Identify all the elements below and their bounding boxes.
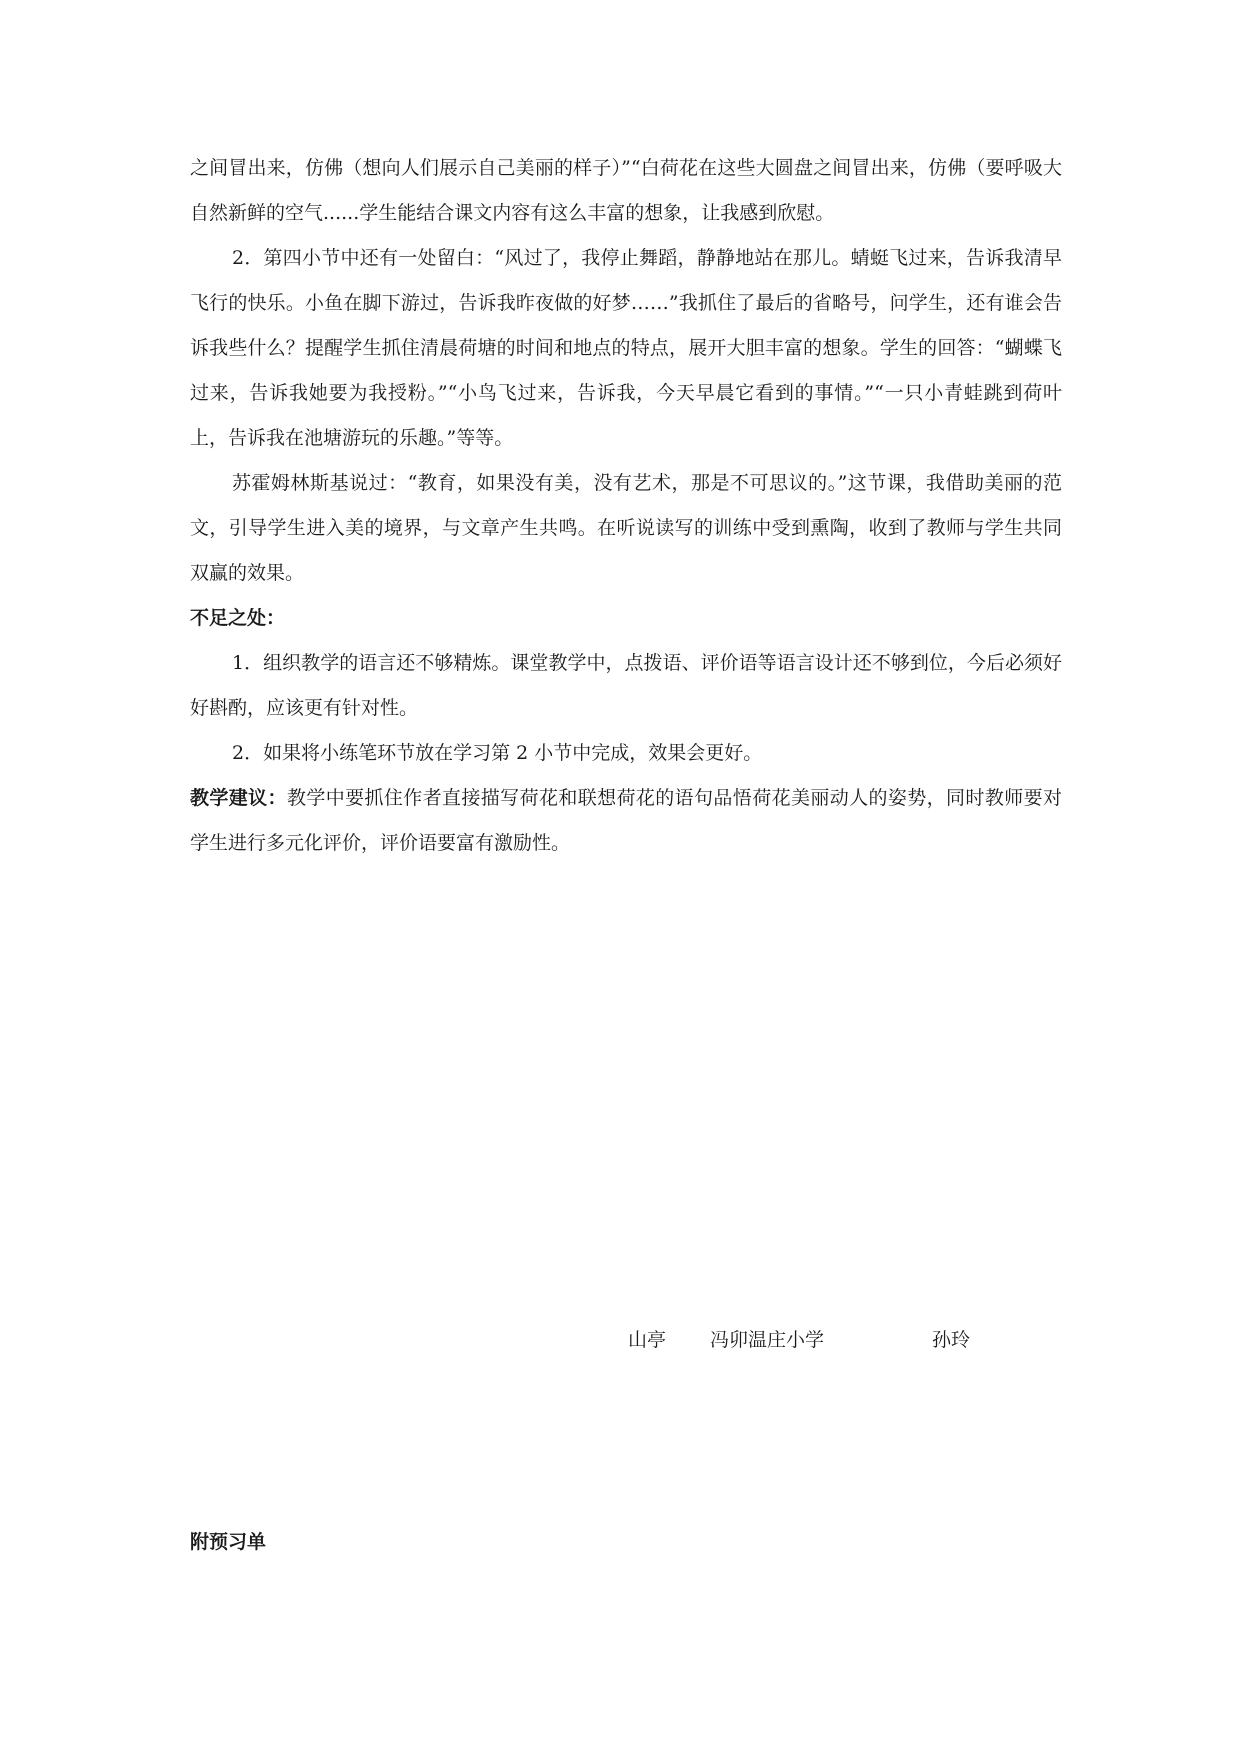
signature-school: 冯卯温庄小学 <box>710 1329 825 1351</box>
shortcoming-item: 1．组织教学的语言还不够精炼。课堂教学中，点拨语、评价语等语言设计还不够到位，今后必须好好斟酌，应该更有针对性。 <box>190 652 1062 719</box>
suggestion-label: 教学建议： <box>190 787 287 809</box>
teaching-suggestion <box>190 776 1062 866</box>
signature-district: 山亭 <box>628 1329 667 1351</box>
signature-name: 孙玲 <box>932 1329 971 1351</box>
author-signature <box>628 1318 970 1363</box>
paragraph-blank-point: 2．第四小节中还有一处留白：“风过了，我停止舞蹈，静静地站在那儿。蜻蜓飞过来，告诉我清早飞行的快乐。小鱼在脚下游过，告诉我昨夜做的好梦……”我抓住了最后的省略号，问学生，还有谁会告诉我些什么？提醒学生抓住清晨荷塘的时间和地点的特点，展开大胆丰富的想象。学生的回答：“蝴蝶飞过来，告诉我她要为我授粉。”“小鸟飞过来，告诉我，今天早晨它看到的事情。”“一只小青蛙跳到荷叶上，告诉我在池塘游玩的乐趣。”等等。 <box>190 247 1062 449</box>
document-body <box>190 146 1062 866</box>
paragraph-conclusion: 苏霍姆林斯基说过：“教育，如果没有美，没有艺术，那是不可思议的。”这节课，我借助美丽的范文，引导学生进入美的境界，与文章产生共鸣。在听说读写的训练中受到熏陶，收到了教师与学生共同双赢的效果。 <box>190 472 1062 584</box>
appendix-heading: 附预习单 <box>190 1531 267 1553</box>
suggestion-text: 教学中要抓住作者直接描写荷花和联想荷花的语句品悟荷花美丽动人的姿势，同时教师要对学生进行多元化评价，评价语要富有激励性。 <box>190 787 1062 854</box>
paragraph-continuation: 之间冒出来，仿佛（想向人们展示自己美丽的样子）”“白荷花在这些大圆盘之间冒出来，仿佛（要呼吸大自然新鲜的空气......学生能结合课文内容有这么丰富的想象，让我感到欣慰。 <box>190 157 1062 224</box>
shortcomings-heading: 不足之处： <box>190 607 286 629</box>
shortcoming-item: 2．如果将小练笔环节放在学习第 2 小节中完成，效果会更好。 <box>232 742 763 764</box>
